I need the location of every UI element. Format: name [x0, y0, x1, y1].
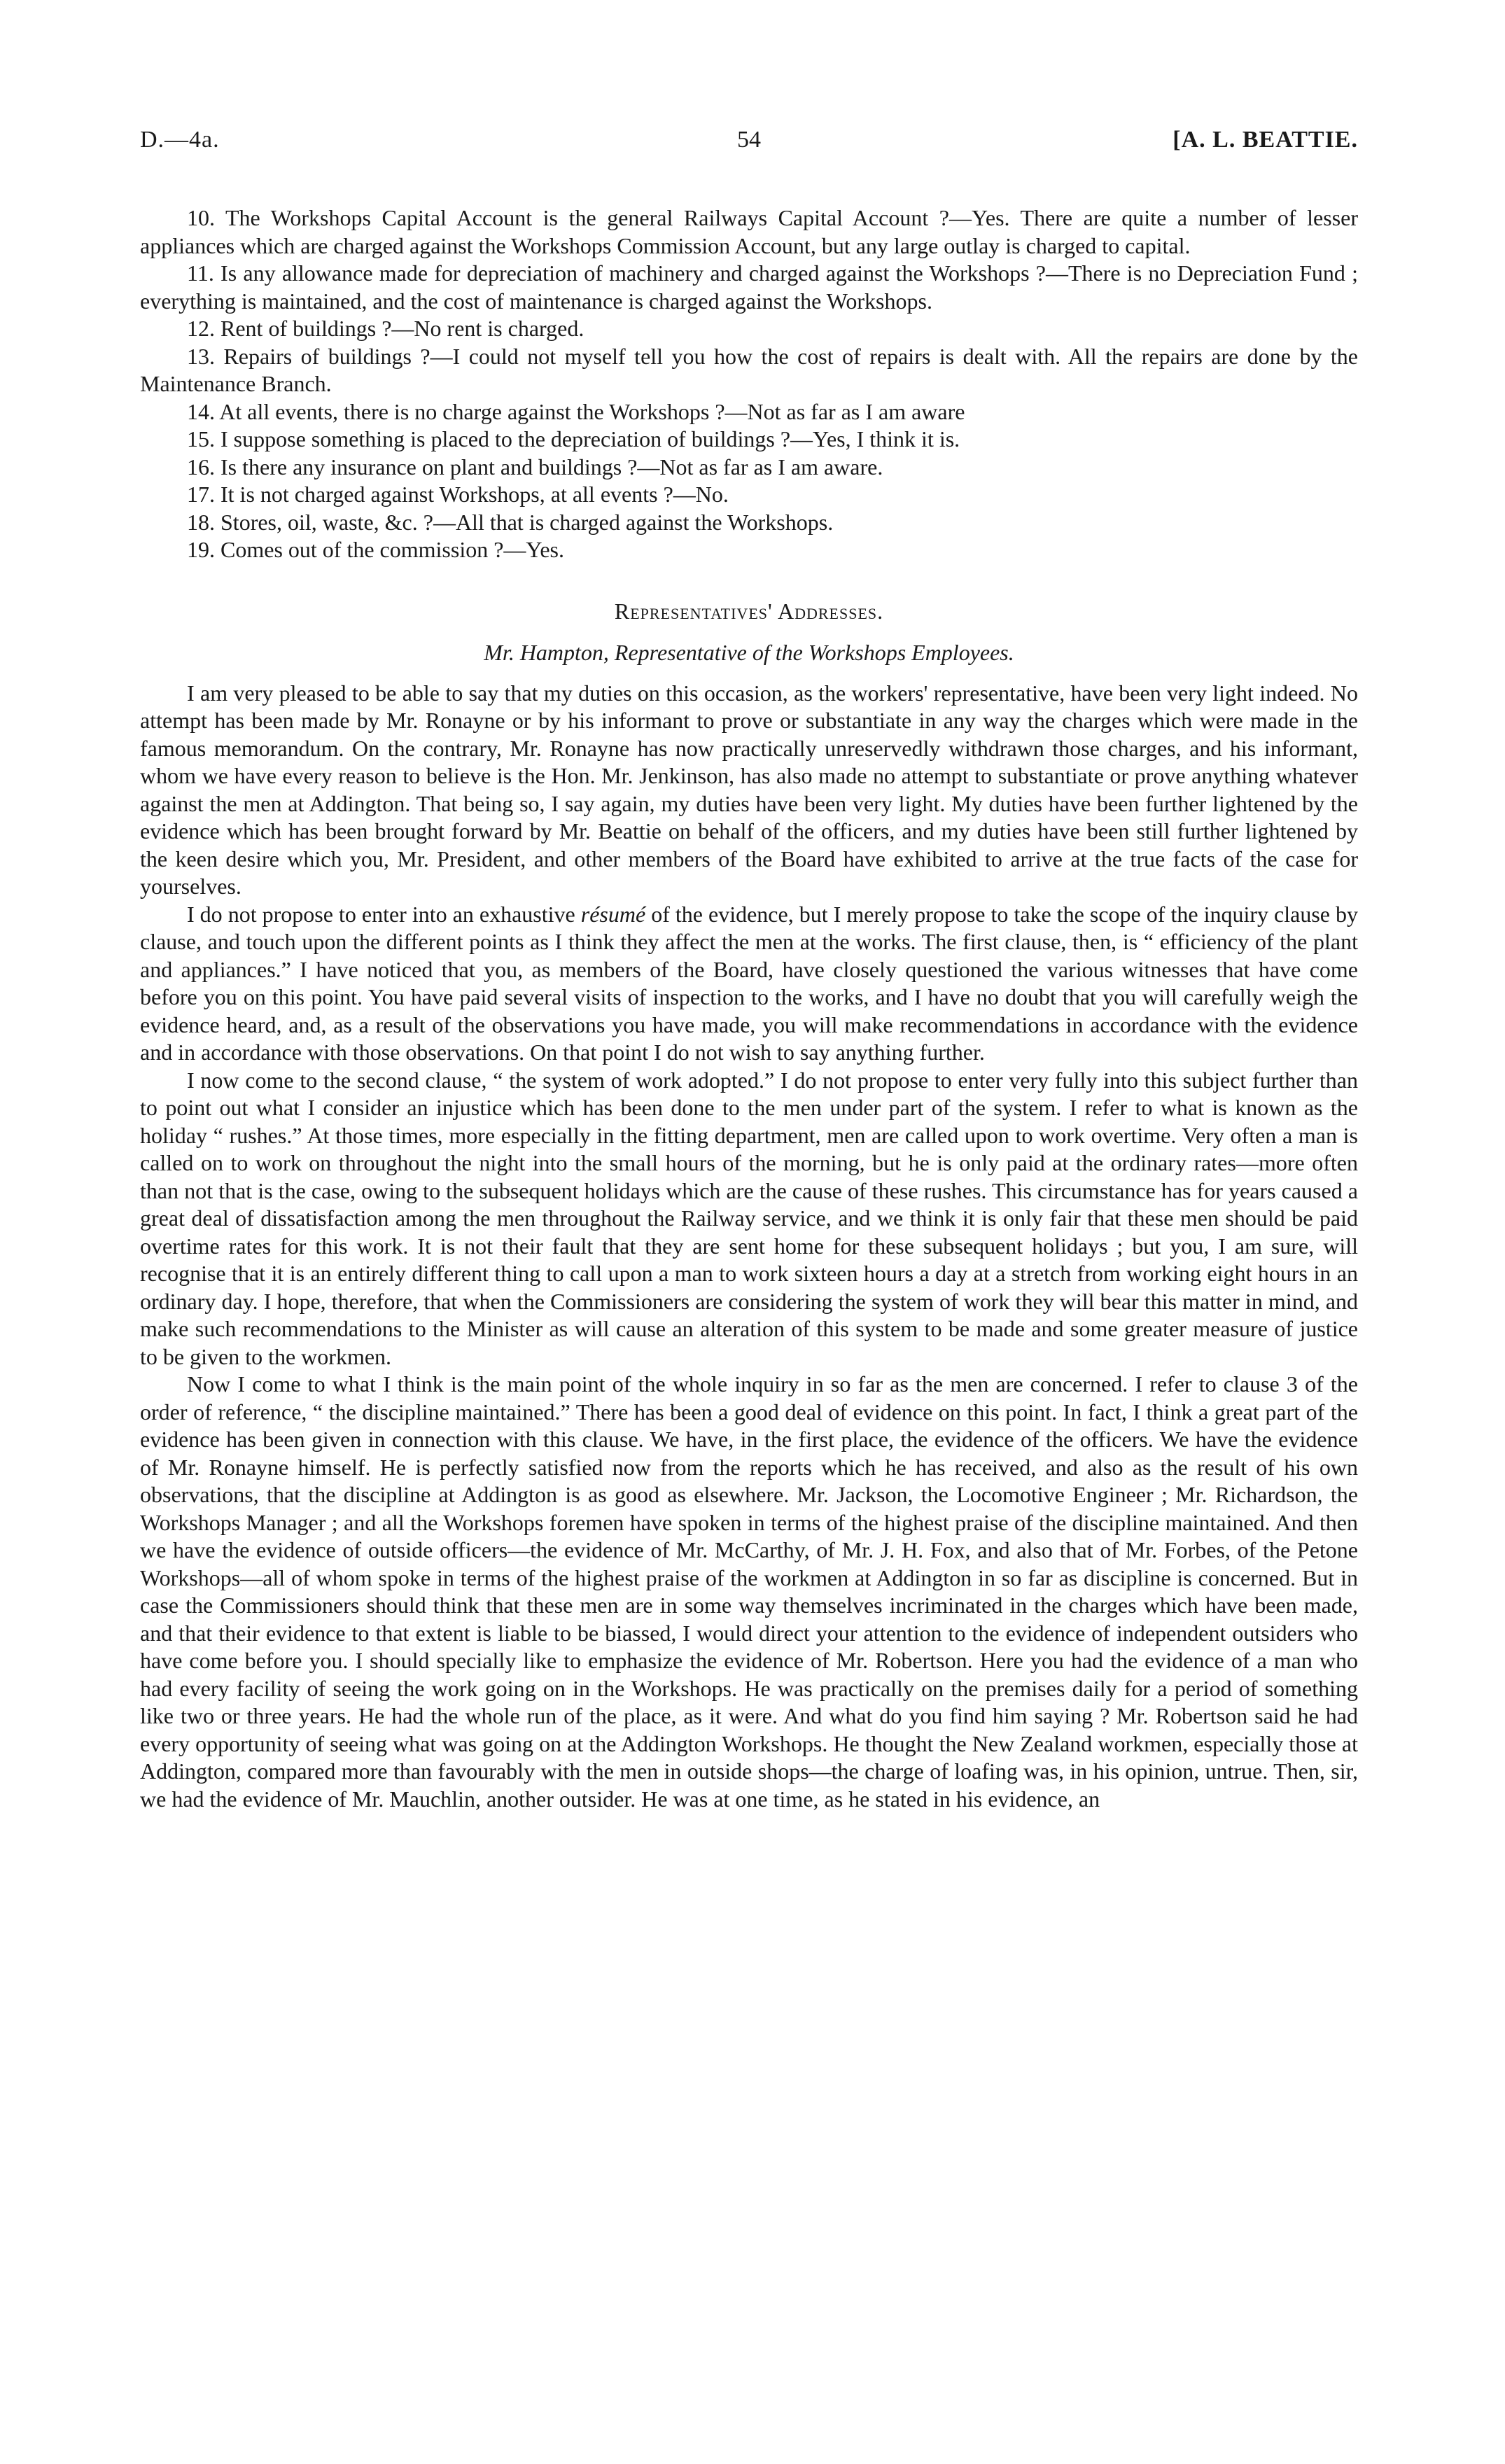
- qa-item: 14. At all events, there is no charge against the Workshops ?—Not as far as I am aware: [187, 398, 965, 424]
- qa-item: 15. I suppose something is placed to the depreciation of buildings ?—Yes, I think it is.: [187, 426, 960, 451]
- italic-term: résumé: [580, 901, 646, 927]
- document-reference: D.—4a.: [140, 127, 220, 153]
- witness-name: [A. L. BEATTIE.: [1172, 127, 1358, 153]
- qa-item: 12. Rent of buildings ?—No rent is charged.: [187, 316, 584, 341]
- qa-item: 16. Is there any insurance on plant and buildings ?—Not as far as I am aware.: [187, 454, 883, 479]
- document-page: [140, 126, 1358, 2422]
- qa-item: 17. It is not charged against Workshops, at all events ?—No.: [187, 482, 729, 507]
- paragraph: I am very pleased to be able to say that my duties on this occasion, as the workers' representative, have been very light indeed. No attempt has been made by Mr. Ronayne or by his informant to prove or substantiate in any way the charges which were made in the famous memorandum. On the contrary, Mr. Ronayne has now practically unreservedly withdrawn those charges, and his informant, whom we have every reason to believe is the Hon. Mr. Jenkinson, has also made no attempt to substantiate or prove anything whatever against the men at Addington. That being so, I say again, my duties have been very light. My duties have been further lightened by the evidence which has been brought forward by Mr. Beattie on behalf of the officers, and my duties have been still further lightened by the keen desire which you, Mr. President, and other members of the Board have exhibited to arrive at the true facts of the case for yourselves.: [140, 680, 1358, 899]
- page-header: [140, 126, 1358, 168]
- question-answer-list: [140, 204, 1358, 564]
- section-heading: Representatives' Addresses.: [614, 598, 884, 624]
- paragraph-text: I do not propose to enter into an exhaustive: [187, 901, 581, 927]
- paragraph: I now come to the second clause, “ the system of work adopted.” I do not propose to enter very fully into this subject further than to point out what I consider an injustice which has been done to the men under part of the system. I refer to what is known as the holiday “ rushes.” At those times, more especially in the fitting department, men are called upon to work overtime. Very often a man is called on to work on throughout the night into the small hours of the morning, but he is only paid at the ordinary rates—more often than not that is the case, owing to the subsequent holidays which are the cause of these rushes. This circumstance has for years caused a great deal of dissatisfaction among the men throughout the Railway service, and we think it is only fair that these men should be paid overtime rates for this work. It is not their fault that they are sent home for these subsequent holidays ; but you, I am sure, will recognise that it is an entirely different thing to call upon a man to work sixteen hours a day at a stretch from working eight hours in an ordinary day. I hope, therefore, that when the Commissioners are considering the system of work they will bear this matter in mind, and make such recommendations to the Minister as will cause an alteration of this system to be made and some greater measure of justice to be given to the workmen.: [140, 1067, 1358, 1369]
- qa-item: 18. Stores, oil, waste, &c. ?—All that is charged against the Workshops.: [187, 509, 834, 535]
- paragraph: [140, 901, 1358, 1067]
- qa-item: 11. Is any allowance made for depreciation of machinery and charged against the Workshops ?—There is no Depreciation Fund ; everything is maintained, and the cost of maintenance is charged against the Workshops.: [140, 260, 1358, 314]
- qa-item: 13. Repairs of buildings ?—I could not myself tell you how the cost of repairs is dealt with. All the repairs are done by the Maintenance Branch.: [140, 343, 1358, 396]
- section-subheading: Mr. Hampton, Representative of the Workshops Employees.: [484, 640, 1014, 665]
- qa-item: 10. The Workshops Capital Account is the general Railways Capital Account ?—Yes. There are quite a number of lesser appliances which are charged against the Workshops Commission Account, but any large outlay is charged to capital.: [140, 205, 1358, 258]
- qa-item: 19. Comes out of the commission ?—Yes.: [187, 537, 564, 562]
- address-body: [140, 680, 1358, 1814]
- page-number: 54: [737, 127, 761, 153]
- paragraph-text: of the evidence, but I merely propose to take the scope of the inquiry clause by clause, and touch upon the different points as I think they affect the men at the works. The first clause, then, is “ efficiency of the plant and appliances.” I have noticed that you, as members of the Board, have closely questioned the various witnesses that have come before you on this point. You have paid several visits of inspection to the works, and I have no doubt that you will carefully weigh the evidence heard, and, as a result of the observations you have made, you will make recommendations in accordance with the evidence and in accordance with those observations. On that point I do not wish to say anything further.: [140, 901, 1359, 1065]
- paragraph: Now I come to what I think is the main point of the whole inquiry in so far as the men are concerned. I refer to clause 3 of the order of reference, “ the discipline maintained.” There has been a good deal of evidence on this point. In fact, I think a great part of the evidence has been given in connection with this clause. We have, in the first place, the evidence of the officers. We have the evidence of Mr. Ronayne himself. He is perfectly satisfied now from the reports which he has received, and also as the result of his own observations, that the discipline at Addington is as good as elsewhere. Mr. Jackson, the Locomotive Engineer ; Mr. Richardson, the Workshops Manager ; and all the Workshops foremen have spoken in terms of the highest praise of the discipline maintained. And then we have the evidence of outside officers—the evidence of Mr. McCarthy, of Mr. J. H. Fox, and also that of Mr. Forbes, of the Petone Workshops—all of whom spoke in terms of the highest praise of the workmen at Addington in so far as discipline is concerned. But in case the Commissioners should think that these men are in some way themselves incriminated in the charges which have been made, and that their evidence to that extent is liable to be biassed, I would direct your attention to the evidence of independent outsiders who have come before you. I should specially like to emphasize the evidence of Mr. Robertson. Here you had the evidence of a man who had every facility of seeing the work going on in the Workshops. He was practically on the premises daily for a period of something like two or three years. He had the whole run of the place, as it were. And what do you find him saying ? Mr. Robertson said he had every opportunity of seeing what was going on at the Addington Workshops. He thought the New Zealand workmen, especially those at Addington, compared more than favourably with the men in outside shops—the charge of loafing was, in his opinion, untrue. Then, sir, we had the evidence of Mr. Mauchlin, another outsider. He was at one time, as he stated in his evidence, an: [140, 1371, 1358, 1812]
